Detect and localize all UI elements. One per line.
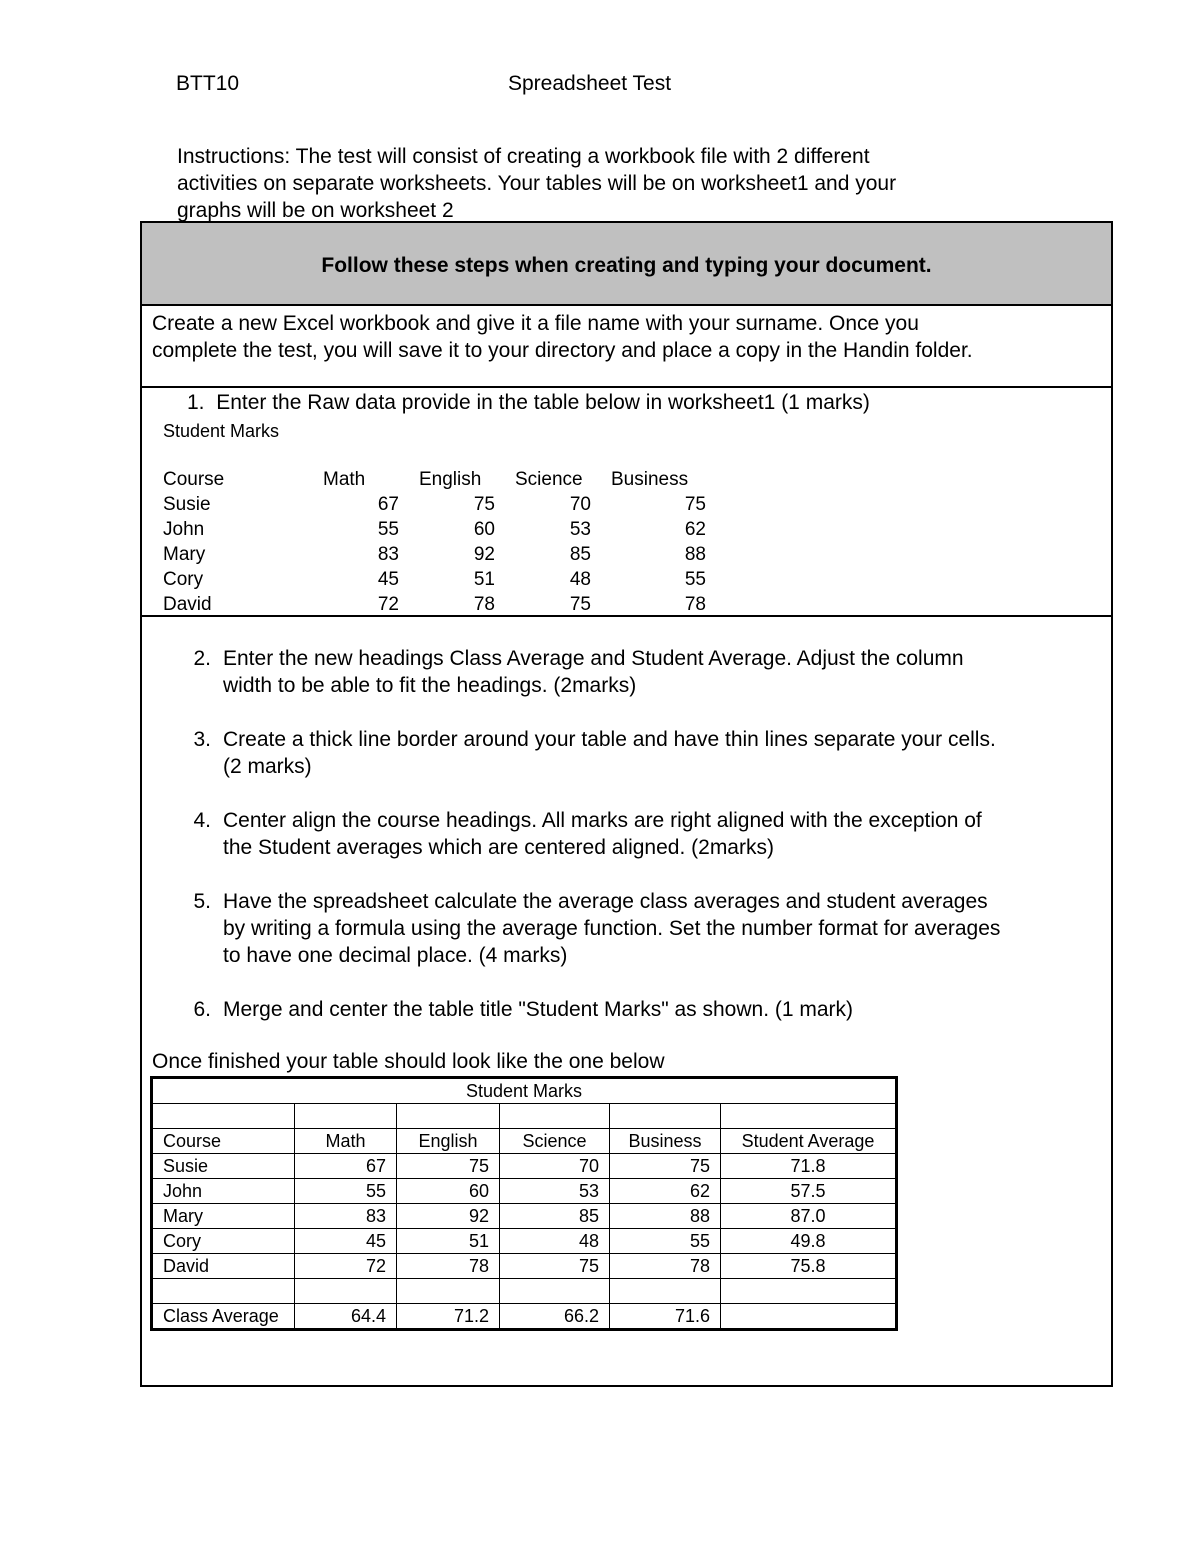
raw-header-cell: Science xyxy=(515,469,583,490)
empty-cell xyxy=(295,1279,397,1304)
name-cell: John xyxy=(152,1179,295,1204)
mark-cell: 88 xyxy=(610,1204,721,1229)
empty-cell xyxy=(397,1279,500,1304)
raw-cell: Mary xyxy=(163,544,206,565)
step-line: to have one decimal place. (4 marks) xyxy=(223,944,568,967)
mark-cell: 85 xyxy=(500,1204,610,1229)
raw-cell: 78 xyxy=(473,594,495,615)
class-average-label: Class Average xyxy=(152,1304,295,1330)
empty-cell xyxy=(610,1104,721,1129)
raw-cell: John xyxy=(163,519,205,540)
result-table-title: Student Marks xyxy=(152,1078,897,1104)
raw-table-title: Student Marks xyxy=(163,421,280,441)
empty-cell xyxy=(721,1104,897,1129)
class-average-cell: 71.2 xyxy=(397,1304,500,1330)
mark-cell: 67 xyxy=(295,1154,397,1179)
raw-cell: 75 xyxy=(569,594,591,615)
step-number: 1. xyxy=(187,391,205,414)
raw-cell: 53 xyxy=(569,519,591,540)
class-average-row xyxy=(152,1304,897,1330)
average-cell: 57.5 xyxy=(721,1179,897,1204)
mark-cell: 55 xyxy=(610,1229,721,1254)
raw-cell: 72 xyxy=(377,594,399,615)
mark-cell: 62 xyxy=(610,1179,721,1204)
intro-line: complete the test, you will save it to your directory and place a copy in the Handin folder. xyxy=(152,339,973,362)
step-line: Create a thick line border around your table and have thin lines separate your cells. xyxy=(223,728,996,751)
raw-cell: 75 xyxy=(684,494,706,515)
instructions-line: Instructions: The test will consist of creating a workbook file with 2 different xyxy=(177,145,870,168)
class-average-cell: 64.4 xyxy=(295,1304,397,1330)
raw-cell: 75 xyxy=(473,494,495,515)
raw-header-cell: Math xyxy=(323,469,366,490)
class-average-cell: 71.6 xyxy=(610,1304,721,1330)
header-cell: English xyxy=(397,1129,500,1154)
steps-list xyxy=(187,223,1117,1043)
step-text xyxy=(223,807,1103,861)
step-number: 2. xyxy=(193,647,211,670)
average-cell: 75.8 xyxy=(721,1254,897,1279)
step-number: 5. xyxy=(193,890,211,913)
empty-cell xyxy=(152,1104,295,1129)
mark-cell: 92 xyxy=(397,1204,500,1229)
mark-cell: 75 xyxy=(610,1154,721,1179)
mark-cell: 55 xyxy=(295,1179,397,1204)
class-average-cell xyxy=(721,1304,897,1330)
raw-header-cell: Business xyxy=(611,469,689,490)
header-cell: Student Average xyxy=(721,1129,897,1154)
step-text xyxy=(223,726,1103,780)
average-cell: 87.0 xyxy=(721,1204,897,1229)
step-line: by writing a formula using the average function. Set the number format for averages xyxy=(223,917,1001,940)
raw-cell: 51 xyxy=(473,569,495,590)
empty-cell xyxy=(295,1104,397,1129)
instructions-line: graphs will be on worksheet 2 xyxy=(177,199,454,222)
raw-cell: 55 xyxy=(684,569,706,590)
mark-cell: 60 xyxy=(397,1179,500,1204)
step-line: (2 marks) xyxy=(223,755,312,778)
table-row xyxy=(152,1229,897,1254)
mark-cell: 75 xyxy=(500,1254,610,1279)
intro-line: Create a new Excel workbook and give it a file name with your surname. Once you xyxy=(152,312,919,335)
step-line: Merge and center the table title "Student Marks" as shown. (1 mark) xyxy=(223,998,854,1021)
step-text xyxy=(223,645,1103,699)
raw-cell: 45 xyxy=(377,569,399,590)
name-cell: Susie xyxy=(152,1154,295,1179)
step-number: 3. xyxy=(193,728,211,751)
course-code: BTT10 xyxy=(176,72,240,95)
raw-header-cell: Course xyxy=(163,469,225,490)
raw-cell: 55 xyxy=(377,519,399,540)
mark-cell: 78 xyxy=(610,1254,721,1279)
raw-cell: Cory xyxy=(163,569,204,590)
raw-header-cell: English xyxy=(419,469,482,490)
finished-text: Once finished your table should look like the one below xyxy=(152,1050,665,1073)
raw-cell: 62 xyxy=(684,519,706,540)
mark-cell: 75 xyxy=(397,1154,500,1179)
average-cell: 49.8 xyxy=(721,1229,897,1254)
header-cell: Business xyxy=(610,1129,721,1154)
step-text xyxy=(223,888,1103,969)
raw-cell: David xyxy=(163,594,212,615)
mark-cell: 51 xyxy=(397,1229,500,1254)
step-line: Have the spreadsheet calculate the average class averages and student averages xyxy=(223,890,988,913)
table-row xyxy=(152,1154,897,1179)
raw-cell: 88 xyxy=(684,544,706,565)
table-row xyxy=(152,1179,897,1204)
header-cell: Math xyxy=(295,1129,397,1154)
empty-cell xyxy=(397,1104,500,1129)
average-cell: 71.8 xyxy=(721,1154,897,1179)
raw-cell: 78 xyxy=(684,594,706,615)
header-cell: Course xyxy=(152,1129,295,1154)
steps-heading: Follow these steps when creating and typing your document. xyxy=(321,254,932,277)
mark-cell: 72 xyxy=(295,1254,397,1279)
result-table xyxy=(150,1076,898,1331)
class-average-cell: 66.2 xyxy=(500,1304,610,1330)
header-cell: Science xyxy=(500,1129,610,1154)
table-row xyxy=(152,1254,897,1279)
instructions xyxy=(177,143,1057,224)
empty-cell xyxy=(721,1279,897,1304)
name-cell: David xyxy=(152,1254,295,1279)
mark-cell: 83 xyxy=(295,1204,397,1229)
empty-cell xyxy=(500,1279,610,1304)
mark-cell: 53 xyxy=(500,1179,610,1204)
name-cell: Cory xyxy=(152,1229,295,1254)
mark-cell: 70 xyxy=(500,1154,610,1179)
mark-cell: 78 xyxy=(397,1254,500,1279)
raw-cell: 48 xyxy=(569,569,591,590)
step-line: Center align the course headings. All marks are right aligned with the exception of xyxy=(223,809,982,832)
empty-cell xyxy=(610,1279,721,1304)
raw-cell: 85 xyxy=(569,544,591,565)
step-number: 6. xyxy=(193,998,211,1021)
raw-cell: 67 xyxy=(377,494,399,515)
instructions-line: activities on separate worksheets. Your tables will be on worksheet1 and your xyxy=(177,172,897,195)
raw-cell: 60 xyxy=(473,519,495,540)
step-line: Enter the new headings Class Average and Student Average. Adjust the column xyxy=(223,647,964,670)
step-number: 4. xyxy=(193,809,211,832)
mark-cell: 45 xyxy=(295,1229,397,1254)
table-row xyxy=(152,1204,897,1229)
name-cell: Mary xyxy=(152,1204,295,1229)
page-title: Spreadsheet Test xyxy=(508,72,672,95)
step-line: the Student averages which are centered aligned. (2marks) xyxy=(223,836,774,859)
raw-cell: 92 xyxy=(473,544,495,565)
step-line: width to be able to fit the headings. (2marks) xyxy=(223,674,637,697)
step-text: Enter the Raw data provide in the table below in worksheet1 (1 marks) xyxy=(216,391,870,414)
empty-cell xyxy=(152,1279,295,1304)
step-text xyxy=(223,996,1103,1023)
raw-cell: Susie xyxy=(163,494,211,515)
empty-cell xyxy=(500,1104,610,1129)
raw-cell: 83 xyxy=(377,544,399,565)
mark-cell: 48 xyxy=(500,1229,610,1254)
raw-cell: 70 xyxy=(569,494,591,515)
